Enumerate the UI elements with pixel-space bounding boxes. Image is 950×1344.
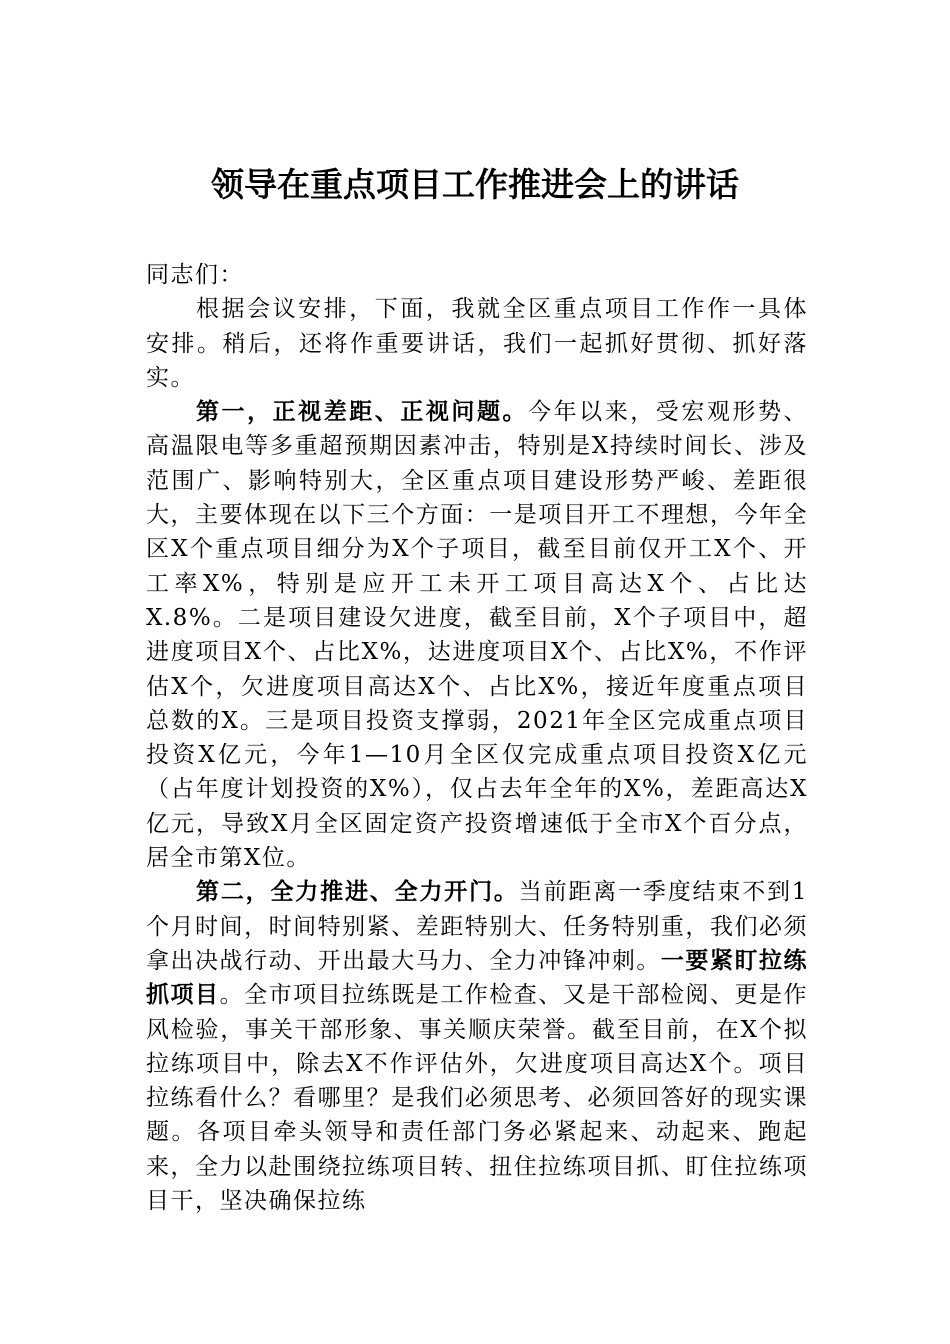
document-body (146, 258, 808, 1218)
section-2-paragraph (146, 875, 808, 1218)
section-1-text: 今年以来，受宏观形势、高温限电等多重超预期因素冲击，特别是X持续时间长、涉及范围广、影响特别大，全区重点项目建设形势严峻、差距很大，主要体现在以下三个方面：一是项目开工不理想，今年全区X个重点项目细分为X个子项目，截至目前仅开工X个、开工率X%，特别是应开工未开工项目高达X个、占比达X.8%。二是项目建设欠进度，截至目前，X个子项目中，超进度项目X个、占比X%，达进度项目X个、占比X%，不作评估X个，欠进度项目高达X个、占比X%，接近年度重点项目总数的X。三是项目投资支撑弱，2021年全区完成重点项目投资X亿元，今年1—10月全区仅完成重点项目投资X亿元（占年度计划投资的X%），仅占去年全年的X%，差距高达X亿元，导致X月全区固定资产投资增速低于全市X个百分点，居全市第X位。 (146, 399, 809, 872)
intro-paragraph: 根据会议安排，下面，我就全区重点项目工作作一具体安排。稍后，还将作重要讲话，我们一起抓好贯彻、抓好落实。 (146, 296, 808, 391)
section-2-heading: 第二，全力推进、全力开门。 (196, 878, 519, 906)
section-2-text-2: 。全市项目拉练既是工作检查、又是干部检阅、更是作风检验，事关干部形象、事关顺庆荣誉。截至目前，在X个拟拉练项目中，除去X不作评估外，欠进度项目高达X个。项目拉练看什么？看哪里？是我们必须思考、必须回答好的现实课题。各项目牵头领导和责任部门务必紧起来、动起来、跑起来，全力以赴围绕拉练项目转、扭住拉练项目抓、盯住拉练项目干，坚决确保拉练 (146, 982, 809, 1215)
section-1-paragraph (146, 395, 808, 875)
section-2-text-1: 当前距离一季度结束不到1个月时间，时间特别紧、差距特别大、任务特别重，我们必须拿出决战行动、开出最大马力、全力冲锋冲刺。 (146, 879, 809, 974)
document-title: 领导在重点项目工作推进会上的讲话 (211, 165, 739, 204)
section-2-subheading: 一要紧盯拉练抓项目 (146, 946, 809, 1009)
salutation: 同志们： (146, 262, 244, 288)
section-1-heading: 第一，正视差距、正视问题。 (196, 398, 529, 426)
